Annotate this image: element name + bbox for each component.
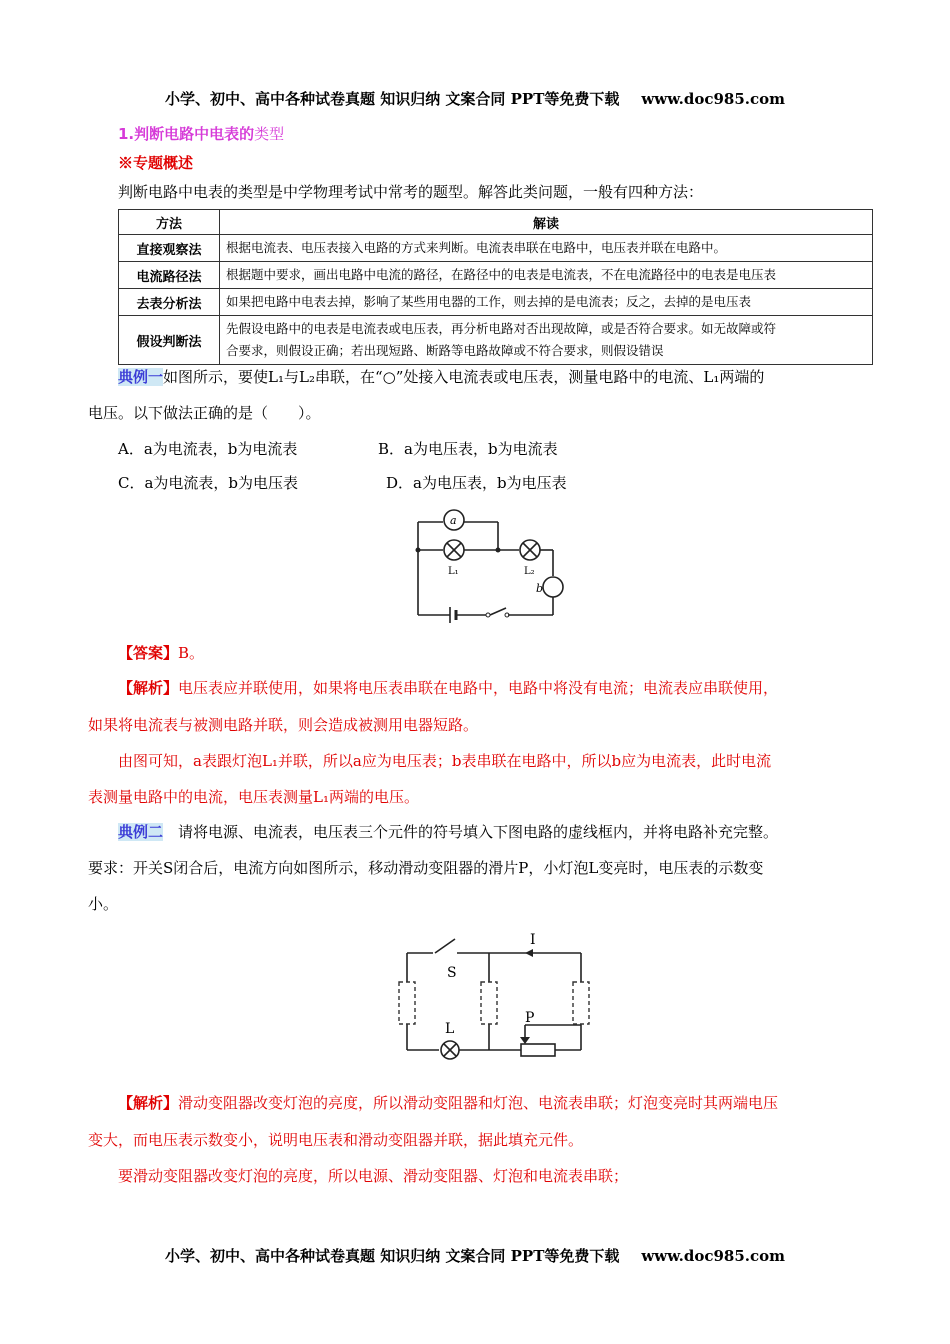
example1-analysis-line2: 如果将电流表与被测电路并联，则会造成被测用电器短路。 [88, 716, 479, 734]
circuit-diagram-2 [395, 925, 595, 1070]
lamp-l1-label: L₁ [448, 566, 459, 577]
example1-analysis-line3: 由图可知，a表跟灯泡L₁并联，所以a应为电压表；b表串联在电路中，所以b应为电流表，此时电流 [118, 752, 772, 770]
lamp-l2-label: L₂ [524, 566, 535, 577]
slider-p-label: P [525, 1010, 535, 1026]
footer-title: 小学、初中、高中各种试卷真题 知识归纳 文案合同 PPT等免费下载 [164, 1247, 620, 1265]
example1-analysis-line4: 表测量电路中的电流，电压表测量L₁两端的电压。 [88, 788, 419, 806]
example2-q1: 请将电源、电流表，电压表三个元件的符号填入下图电路的虚线框内，并将电路补充完整。 [178, 823, 779, 841]
answer-text: B。 [178, 644, 205, 662]
example1-question-line2: 电压。以下做法正确的是（ ）。 [88, 404, 321, 422]
method-name: 去表分析法 [119, 289, 220, 316]
intro-text: 判断电路中电表的类型是中学物理考试中常考的题型。解答此类问题，一般有四种方法： [118, 183, 704, 201]
section-title-thin: 类型 [254, 125, 285, 143]
option-b[interactable]: B．a为电压表，b为电流表 [378, 440, 558, 458]
table-row [119, 262, 873, 289]
switch-s-label: S [447, 965, 457, 981]
analysis-tag: 【解析】 [118, 679, 179, 697]
example2-question-line3: 小。 [88, 895, 119, 913]
example1-q1: 如图所示，要使L₁与L₂串联，在“○”处接入电流表或电压表，测量电路中的电流、L₁两端的 [163, 368, 765, 386]
methods-table [118, 209, 873, 365]
example1-analysis-line1 [118, 677, 778, 699]
header-banner [0, 88, 950, 109]
footer-banner [0, 1245, 950, 1266]
option-a[interactable]: A．a为电流表，b为电流表 [118, 440, 298, 458]
method-desc: 根据电流表、电压表接入电路的方式来判断。电流表串联在电路中，电压表并联在电路中。 [220, 235, 873, 262]
section-title-bold: 1.判断电路中电表的 [118, 125, 255, 143]
current-i-label: I [530, 932, 536, 948]
meter-b-label: b [536, 582, 544, 595]
example2-analysis-line2: 变大，而电压表示数变小，说明电压表和滑动变阻器并联，据此填充元件。 [88, 1131, 584, 1149]
table-header-row [119, 210, 873, 235]
example2-question-line1 [118, 821, 778, 843]
example1-question-line1 [118, 366, 764, 388]
method-desc: 根据题中要求，画出电路中电流的路径，在路径中的电表是电流表，不在电流路径中的电表是电压表 [220, 262, 873, 289]
lamp-l-label: L [445, 1021, 455, 1037]
method-desc: 如果把电路中电表去掉，影响了某些用电器的工作，则去掉的是电流表；反之，去掉的是电压表 [220, 289, 873, 316]
option-c[interactable]: C．a为电流表，b为电压表 [118, 474, 299, 492]
section-subtitle: ※专题概述 [118, 154, 194, 172]
table-header-desc: 解读 [220, 210, 873, 235]
method-name: 电流路径法 [119, 262, 220, 289]
example2-analysis-line1 [118, 1092, 778, 1114]
method-desc [220, 316, 873, 365]
method-name: 直接观察法 [119, 235, 220, 262]
section-title [118, 123, 284, 145]
table-row [119, 235, 873, 262]
method-name: 假设判断法 [119, 316, 220, 365]
table-header-method: 方法 [119, 210, 220, 235]
answer-tag: 【答案】 [118, 644, 179, 662]
table-row [119, 316, 873, 365]
header-title: 小学、初中、高中各种试卷真题 知识归纳 文案合同 PPT等免费下载 [164, 90, 620, 108]
header-site[interactable]: www.doc985.com [641, 90, 785, 108]
table-row [119, 289, 873, 316]
method-desc-line1: 先假设电路中的电表是电流表或电压表，再分析电路对否出现故障，或是否符合要求。如无故障或符 [226, 321, 777, 336]
example2-analysis-line3: 要滑动变阻器改变灯泡的亮度，所以电源、滑动变阻器、灯泡和电流表串联； [118, 1167, 629, 1185]
circuit-diagram-1 [408, 500, 573, 625]
option-d[interactable]: D．a为电压表，b为电压表 [386, 474, 567, 492]
analysis-text: 电压表应并联使用，如果将电压表串联在电路中，电路中将没有电流；电流表应串联使用， [178, 679, 779, 697]
analysis-text: 滑动变阻器改变灯泡的亮度，所以滑动变阻器和灯泡、电流表串联；灯泡变亮时其两端电压 [178, 1094, 779, 1112]
example1-answer [118, 642, 204, 664]
example1-label: 典例一 [118, 368, 164, 386]
meter-a-label: a [450, 514, 457, 527]
method-desc-line2: 合要求，则假设正确；若出现短路、断路等电路故障或不符合要求，则假设错误 [226, 343, 664, 358]
analysis-tag: 【解析】 [118, 1094, 179, 1112]
example2-question-line2: 要求：开关S闭合后，电流方向如图所示，移动滑动变阻器的滑片P，小灯泡L变亮时，电压表的示数变 [88, 859, 764, 877]
footer-site[interactable]: www.doc985.com [641, 1247, 785, 1265]
example2-label: 典例二 [118, 823, 164, 841]
